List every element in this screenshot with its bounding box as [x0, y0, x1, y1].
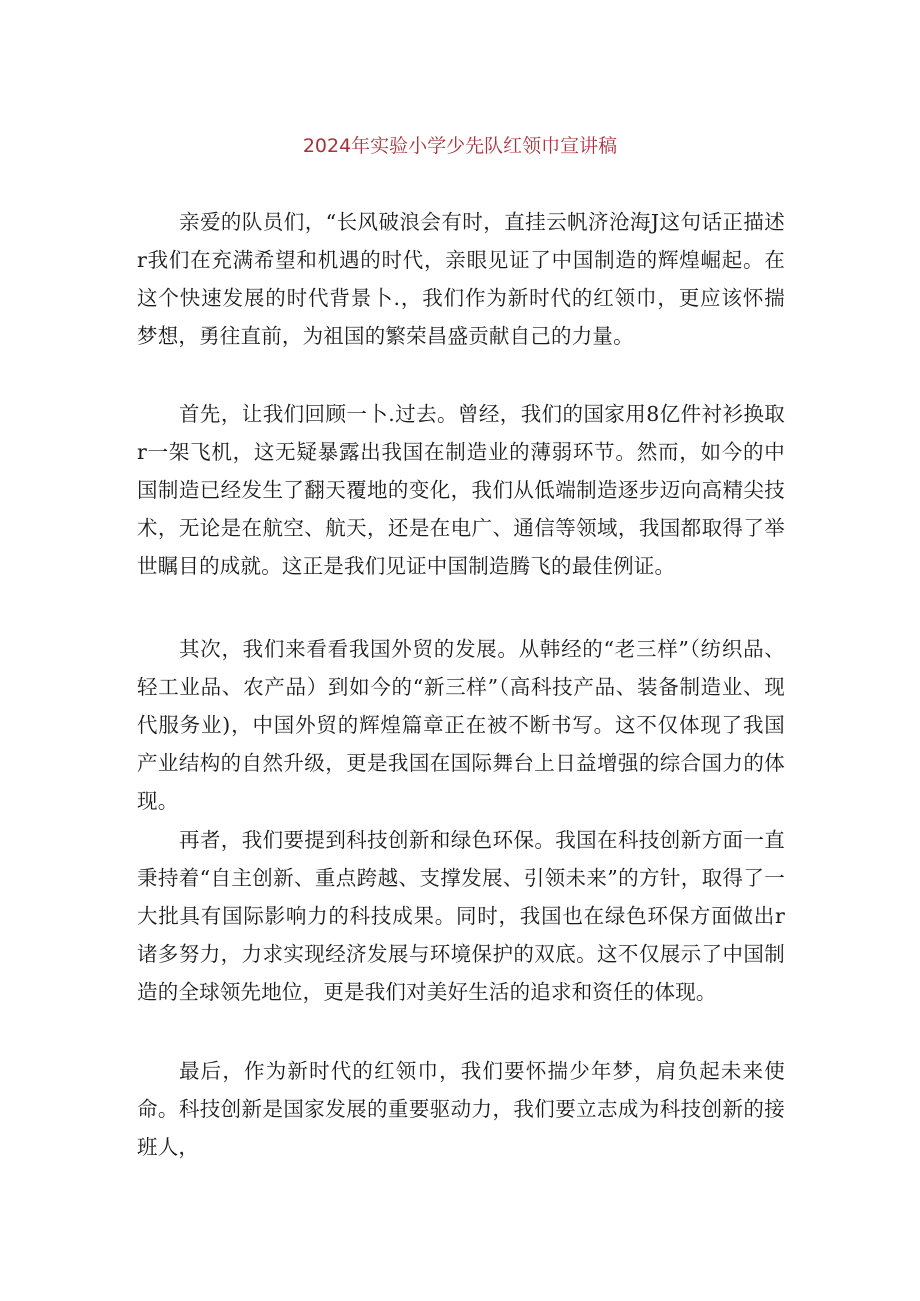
document-title: 2024年实验小学少先队红领巾宣讲稿 [302, 135, 618, 157]
paragraph-1: 亲爱的队员们，“长风破浪会有时，直挂云帆济沧海J这句话正描述r我们在充满希望和机遇的时代，亲眼见证了中国制造的辉煌崛起。在这个快速发展的时代背景卜.，我们作为新时代的红领巾，更应该怀揣梦想，勇往直前，为祖国的繁荣昌盛贡献自己的力量。 [137, 210, 785, 348]
paragraph-3: 其次，我们来看看我国外贸的发展。从韩经的“老三样”（纺织品、轻工业品、农产品）到如今的“新三样”（高科技产品、装备制造业、现代服务业)，中国外贸的辉煌篇章正在被不断书写。这不仅体现了我国产业结构的自然升级，更是我国在国际舞台上日益增强的综合国力的体现。 [137, 637, 785, 813]
paragraph-4: 再者，我们要提到科技创新和绿色环保。我国在科技创新方面一直秉持着“自主创新、重点跨越、支撑发展、引领未来”的方针，取得了一大批具有国际影响力的科技成果。同时，我国也在绿色环保方面做出r诸多努力，力求实现经济发展与环境保护的双底。这不仅展示了中国制造的全球领先地位，更是我们对美好生活的追求和资任的体现。 [137, 828, 785, 1004]
paragraph-2: 首先，让我们回顾一卜.过去。曾经，我们的国家用8亿件衬衫换取r一架飞机，这无疑暴露出我国在制造业的薄弱环节。然而，如今的中国制造已经发生了翻天覆地的变化，我们从低端制造逐步迈向高精尖技术，无论是在航空、航天，还是在电广、通信等领域，我国都取得了举世瞩目的成就。这正是我们见证中国制造腾飞的最佳例证。 [137, 402, 785, 578]
paragraph-5: 最后，作为新时代的红领巾，我们要怀揣少年梦，肩负起未来使命。科技创新是国家发展的重要驱动力，我们要立志成为科技创新的接班人， [137, 1059, 785, 1159]
